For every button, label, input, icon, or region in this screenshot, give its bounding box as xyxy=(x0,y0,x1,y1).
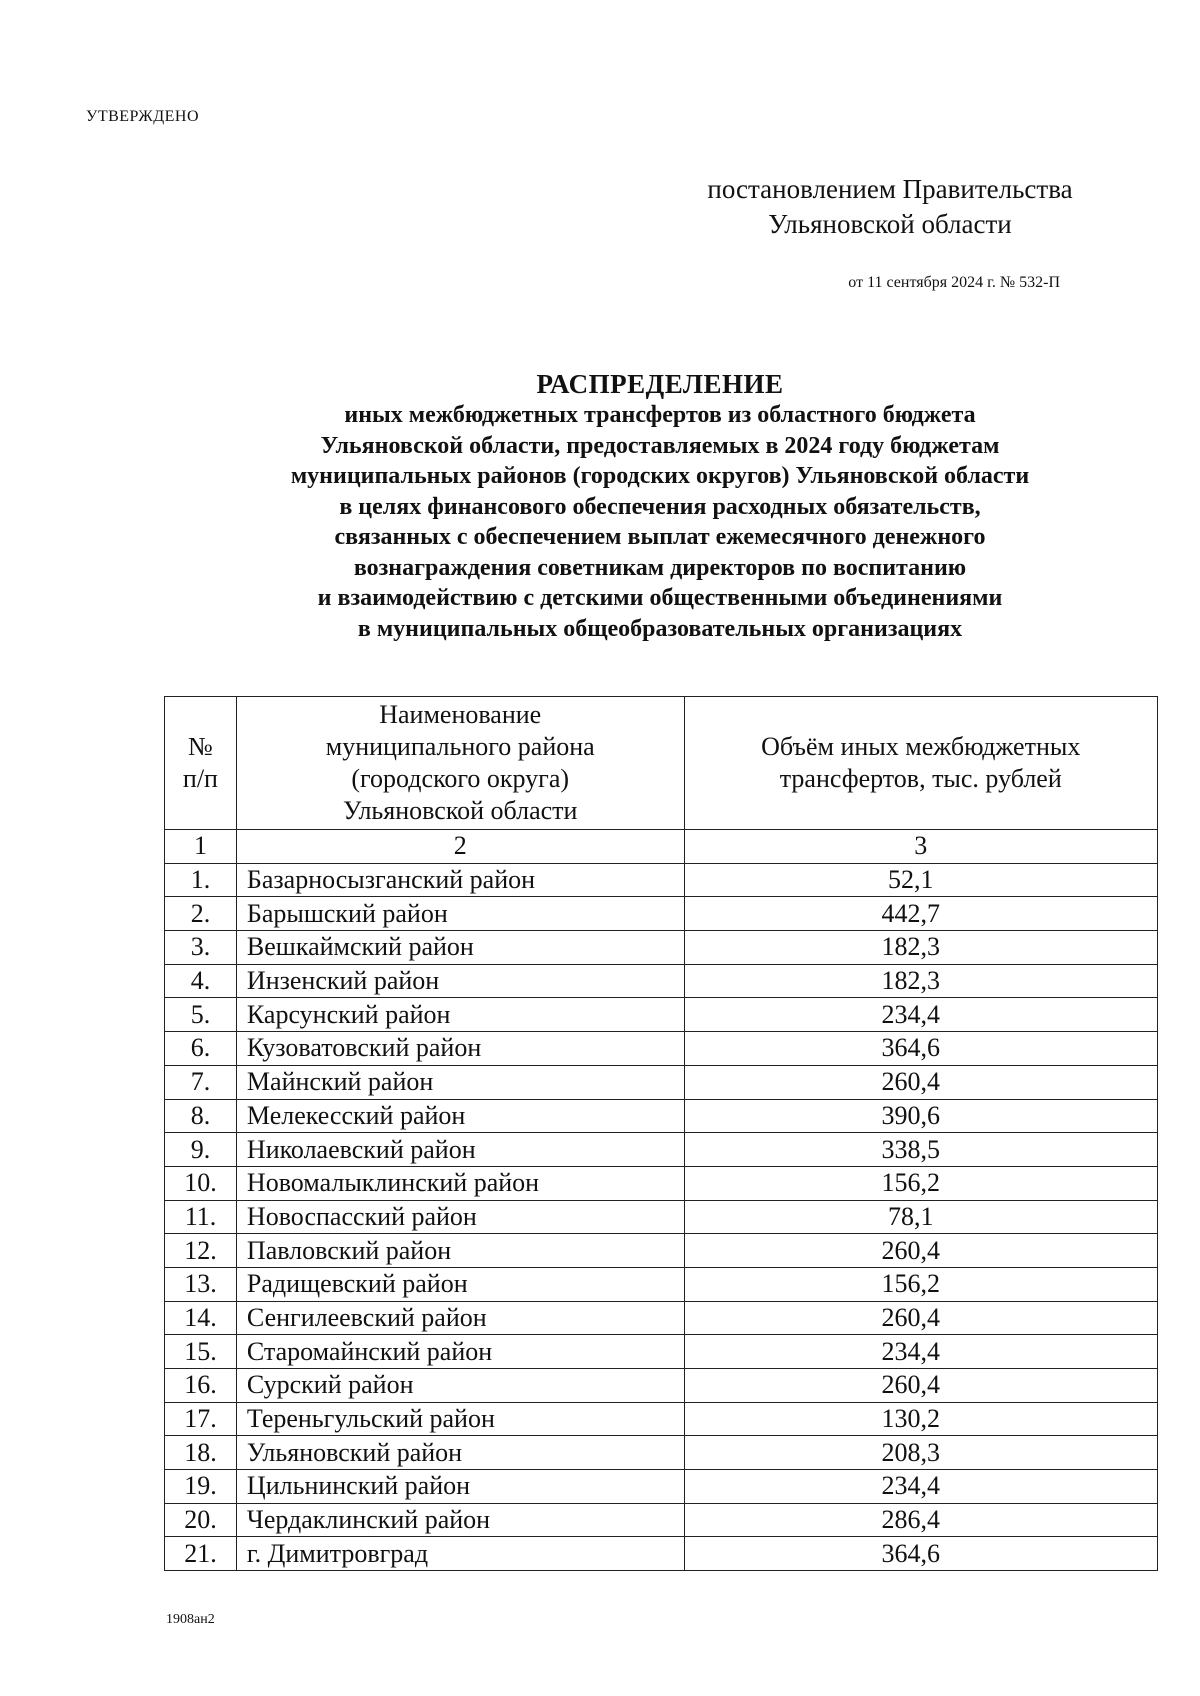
table-row xyxy=(165,931,1158,965)
municipality-name: Радищевский район xyxy=(236,1267,684,1301)
row-number: 10. xyxy=(165,1166,237,1200)
approval-authority-line: постановлением Правительства xyxy=(707,174,1073,204)
municipality-name: Ульяновский район xyxy=(236,1436,684,1470)
header-number xyxy=(165,697,237,830)
transfer-amount: 182,3 xyxy=(684,931,1157,965)
municipality-name: Павловский район xyxy=(236,1234,684,1268)
table-row xyxy=(165,863,1158,897)
distribution-table xyxy=(164,696,1158,1571)
heading-line: связанных с обеспечением выплат ежемесячного денежного xyxy=(334,524,986,550)
municipality-name: Новомалыклинский район xyxy=(236,1166,684,1200)
transfer-amount: 156,2 xyxy=(684,1267,1157,1301)
municipality-name: Карсунский район xyxy=(236,998,684,1032)
header-municipality xyxy=(236,697,684,830)
transfer-amount: 260,4 xyxy=(684,1065,1157,1099)
table-row xyxy=(165,1436,1158,1470)
approval-authority-line: Ульяновской области xyxy=(768,209,1012,239)
table-row xyxy=(165,1301,1158,1335)
heading-line: иных межбюджетных трансфертов из областного бюджета xyxy=(344,402,976,428)
row-number: 16. xyxy=(165,1369,237,1403)
municipality-name: Тереньгульский район xyxy=(236,1402,684,1436)
transfer-amount: 234,4 xyxy=(684,998,1157,1032)
municipality-name: Цильнинский район xyxy=(236,1470,684,1504)
row-number: 21. xyxy=(165,1537,237,1571)
row-number: 19. xyxy=(165,1470,237,1504)
heading-line: Ульяновской области, предоставляемых в 2024 году бюджетам xyxy=(320,432,1000,459)
table-row xyxy=(165,1335,1158,1369)
heading-line: и взаимодействию с детскими общественными объединениями xyxy=(317,585,1003,611)
table-row xyxy=(165,1369,1158,1403)
table-row xyxy=(165,1099,1158,1133)
row-number: 13. xyxy=(165,1267,237,1301)
transfer-amount: 286,4 xyxy=(684,1503,1157,1537)
table-row xyxy=(165,964,1158,998)
transfer-amount: 234,4 xyxy=(684,1335,1157,1369)
header-line: Объём иных межбюджетных xyxy=(761,732,1081,761)
transfer-amount: 234,4 xyxy=(684,1470,1157,1504)
transfer-amount: 78,1 xyxy=(684,1200,1157,1234)
document-code: 1908ан2 xyxy=(166,1612,215,1627)
row-number: 1. xyxy=(165,863,237,897)
table-row xyxy=(165,1166,1158,1200)
row-number: 6. xyxy=(165,1032,237,1066)
transfer-amount: 260,4 xyxy=(684,1234,1157,1268)
table-row xyxy=(165,1402,1158,1436)
document-heading xyxy=(120,368,1200,644)
municipality-name: Сурский район xyxy=(236,1369,684,1403)
transfer-amount: 260,4 xyxy=(684,1369,1157,1403)
heading-line: в муниципальных общеобразовательных организациях xyxy=(357,615,963,642)
transfer-amount: 364,6 xyxy=(684,1032,1157,1066)
approval-authority xyxy=(650,172,1130,242)
municipality-name: Кузоватовский район xyxy=(236,1032,684,1066)
table-header-row xyxy=(165,697,1158,830)
table-row xyxy=(165,1537,1158,1571)
header-line: Ульяновской области xyxy=(342,796,578,825)
header-line: № xyxy=(188,732,213,761)
transfer-amount: 260,4 xyxy=(684,1301,1157,1335)
heading-line: муниципальных районов (городских округов) Ульяновской области xyxy=(290,463,1030,489)
header-line: муниципального района xyxy=(325,732,595,761)
row-number: 15. xyxy=(165,1335,237,1369)
row-number: 18. xyxy=(165,1436,237,1470)
table-row xyxy=(165,1200,1158,1234)
transfer-amount: 130,2 xyxy=(684,1402,1157,1436)
column-index: 2 xyxy=(236,830,684,864)
heading-line: вознаграждения советникам директоров по воспитанию xyxy=(353,554,967,581)
table-row xyxy=(165,1065,1158,1099)
row-number: 17. xyxy=(165,1402,237,1436)
approval-title: УТВЕРЖДЕНО xyxy=(86,108,200,125)
document-title: РАСПРЕДЕЛЕНИЕ xyxy=(536,369,784,399)
municipality-name: г. Димитровград xyxy=(236,1537,684,1571)
row-number: 20. xyxy=(165,1503,237,1537)
municipality-name: Сенгилеевский район xyxy=(236,1301,684,1335)
approval-date: от 11 сентября 2024 г. № 532-П xyxy=(848,274,1060,291)
transfer-amount: 182,3 xyxy=(684,964,1157,998)
row-number: 9. xyxy=(165,1133,237,1167)
row-number: 2. xyxy=(165,897,237,931)
municipality-name: Базарносызганский район xyxy=(236,863,684,897)
row-number: 3. xyxy=(165,931,237,965)
transfer-amount: 208,3 xyxy=(684,1436,1157,1470)
transfer-amount: 52,1 xyxy=(684,863,1157,897)
table-row xyxy=(165,1470,1158,1504)
row-number: 5. xyxy=(165,998,237,1032)
column-index: 1 xyxy=(165,830,237,864)
municipality-name: Николаевский район xyxy=(236,1133,684,1167)
municipality-name: Барышский район xyxy=(236,897,684,931)
municipality-name: Новоспасский район xyxy=(236,1200,684,1234)
column-index: 3 xyxy=(684,830,1157,864)
table-row xyxy=(165,1234,1158,1268)
header-line: (городского округа) xyxy=(351,764,570,793)
transfer-amount: 442,7 xyxy=(684,897,1157,931)
transfer-amount: 156,2 xyxy=(684,1166,1157,1200)
municipality-name: Инзенский район xyxy=(236,964,684,998)
row-number: 11. xyxy=(165,1200,237,1234)
municipality-name: Мелекесский район xyxy=(236,1099,684,1133)
header-line: Наименование xyxy=(379,700,542,729)
municipality-name: Старомайнский район xyxy=(236,1335,684,1369)
municipality-name: Вешкаймский район xyxy=(236,931,684,965)
table-row xyxy=(165,1267,1158,1301)
row-number: 4. xyxy=(165,964,237,998)
municipality-name: Чердаклинский район xyxy=(236,1503,684,1537)
row-number: 8. xyxy=(165,1099,237,1133)
header-line: трансфертов, тыс. рублей xyxy=(779,764,1062,793)
transfer-amount: 364,6 xyxy=(684,1537,1157,1571)
header-amount xyxy=(684,697,1157,830)
transfer-amount: 390,6 xyxy=(684,1099,1157,1133)
municipality-name: Майнский район xyxy=(236,1065,684,1099)
header-line: п/п xyxy=(182,764,218,793)
heading-line: в целях финансового обеспечения расходных обязательств, xyxy=(339,493,981,520)
row-number: 7. xyxy=(165,1065,237,1099)
row-number: 12. xyxy=(165,1234,237,1268)
table-row xyxy=(165,998,1158,1032)
table-row xyxy=(165,1032,1158,1066)
table-row xyxy=(165,1133,1158,1167)
row-number: 14. xyxy=(165,1301,237,1335)
transfer-amount: 338,5 xyxy=(684,1133,1157,1167)
table-row xyxy=(165,1503,1158,1537)
column-index-row xyxy=(165,830,1158,864)
table-row xyxy=(165,897,1158,931)
